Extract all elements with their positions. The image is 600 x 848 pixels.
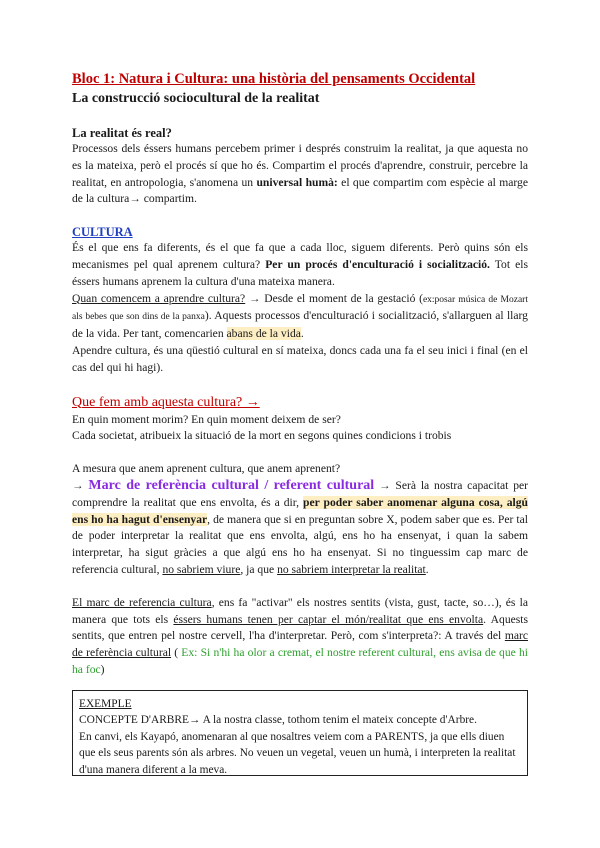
text-run: ( xyxy=(171,646,182,660)
cultura-heading: CULTURA xyxy=(72,225,133,240)
bold-term: Per un procés d'enculturació i socialització. xyxy=(265,257,490,271)
bold-term: universal humà: xyxy=(256,175,338,189)
highlighted-text: abans de la vida xyxy=(226,327,301,341)
underlined-text: El marc de referencia cultura xyxy=(72,595,212,609)
bloc-title: Bloc 1: Natura i Cultura: una història del pensaments Occidental xyxy=(72,71,476,87)
example-note: ex:posar música de Mozart als bebes que son dins de la panxa xyxy=(72,294,528,323)
page-subtitle: La construcció sociocultural de la realitat xyxy=(72,91,320,106)
paragraph-apendre: Apendre cultura, és una qüestió cultural en sí mateixa, doncs cada una fa el seu inici i final (en el cas del qui hi hagi). xyxy=(72,343,528,374)
text-run: Tot els éssers humans aprenem la cultura d'una mateixa manera. xyxy=(72,257,528,288)
text-run: → Desde el moment de la gestació ( xyxy=(245,291,423,305)
example-title: EXEMPLE xyxy=(79,698,132,710)
line-mesura: A mesura que anem aprenent cultura, que anem aprenent? xyxy=(72,462,341,476)
paragraph-realitat xyxy=(72,141,528,208)
underlined-text: no sabriem interpretar la realitat xyxy=(277,562,426,576)
line-morim: En quin moment morim? En quin moment deixem de ser? xyxy=(72,412,341,426)
text-run: . xyxy=(425,562,429,576)
paragraph-cultura xyxy=(72,240,528,290)
text-run: , ja que xyxy=(240,562,278,576)
text-run: . xyxy=(300,327,304,341)
que-fem-heading: Que fem amb aquesta cultura? → xyxy=(72,394,260,410)
question-heading: La realitat és real? xyxy=(72,126,172,140)
highlighted-bold-text: per poder saber anomenar alguna cosa, algú ens ho ha hagut d'ensenyar xyxy=(72,495,528,526)
text-run: Processos dels éssers humans percebem primer i després construim la realitat, ja que aquesta no es la mateixa, però el procés sí que ho és. Compartim el procés d'aprendre, construir, percebre la realitat, en antropologia, s'anomena un xyxy=(72,142,528,189)
marc-term: Marc de referència cultural / referent cultural xyxy=(88,477,375,493)
paragraph-sentits xyxy=(72,595,528,679)
underlined-text: éssers humans tenen per captar el món/realitat que ens envolta xyxy=(173,612,484,626)
text-run: ). Aquests processos d'enculturació i socialització, s'allarguen al llarg de la vida. Per tant, comencarien xyxy=(72,309,528,341)
text-run: . Aquests sentits, que entren pel nostre cervell, l'ha d'interpretar. Però, com s'interpreta?: A través del xyxy=(72,612,529,643)
paragraph-marc xyxy=(72,478,528,579)
text-run: , ens fa "activar" els nostres sentits (vista, gust, tacte, so…), és la manera que tots els xyxy=(72,595,528,626)
underlined-text: marc de referència cultural xyxy=(72,629,528,660)
text-run: , de manera que si en preguntan sobre X, podem saber que es. Per tal de poder interpretar la realitat que ens envolta, algú, ens ho ha ensenyat, i quan la sabem interpretar, ha sigut gràcies a que algú ens ho ha ensenyat. Si no tinguessim cap marc de referencia cultural, xyxy=(72,512,529,576)
example-line-2: En canvi, els Kayapó, anomenaran al que nosaltres veiem com a PARENTS, ja que ells diuen que els seus parents són als arbres. No veuen un vegetal, veuen un humà, i interpreten la realitat d'una manera diferent a la meva. xyxy=(79,730,516,776)
paragraph-aprendre xyxy=(72,291,528,343)
document-page xyxy=(72,70,528,679)
text-run: → Serà la nostra capacitat per comprendre la realitat que ens envolta, és a dir, xyxy=(72,478,528,509)
example-line-1: CONCEPTE D'ARBRE→ A la nostra classe, tothom tenim el mateix concepte d'Arbre. xyxy=(79,714,477,727)
text-run: ) xyxy=(100,662,105,676)
underlined-question: Quan comencem a aprendre cultura? xyxy=(72,291,246,305)
text-run: el que compartim com espècie al marge de la cultura→ compartim. xyxy=(72,175,528,206)
example-box xyxy=(72,690,528,776)
underlined-text: no sabriem viure xyxy=(162,562,241,576)
green-example: Ex: Si n'hi ha olor a cremat, el nostre referent cultural, ens avisa de que hi ha foc xyxy=(72,646,528,676)
line-societat: Cada societat, atribueix la situació de la mort en segons quines condicions i trobis xyxy=(72,429,452,443)
text-run: És el que ens fa diferents, és el que fa que a cada lloc, siguem diferents. Però quins són els mecanismes pel qual aprenem cultura? xyxy=(72,241,528,271)
arrow: → xyxy=(72,478,89,492)
